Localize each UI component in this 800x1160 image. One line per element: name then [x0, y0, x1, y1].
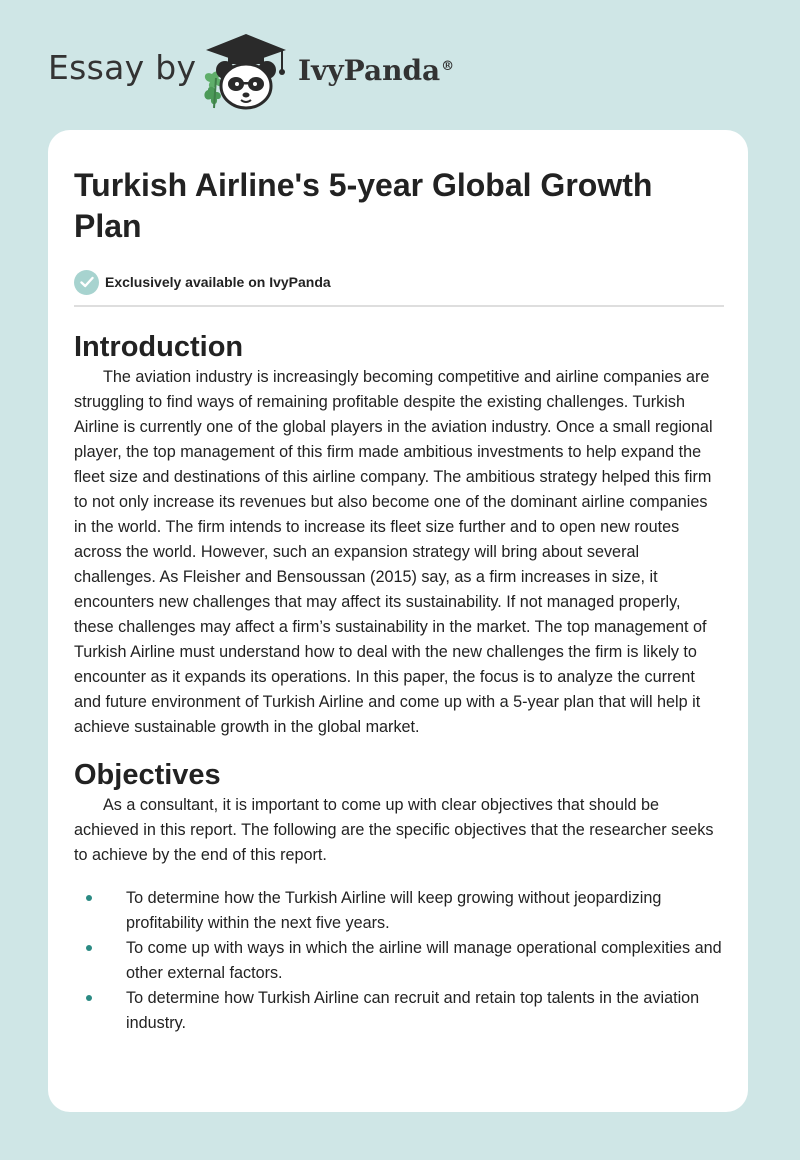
introduction-heading: Introduction — [74, 331, 244, 363]
objectives-heading: Objectives — [74, 759, 221, 791]
exclusive-label: Exclusively available on IvyPanda — [105, 274, 331, 290]
exclusive-badge — [74, 269, 724, 295]
bullet-icon — [86, 945, 92, 951]
list-item-text: To determine how Turkish Airline can recruit and retain top talents in the aviation industry. — [126, 989, 700, 1032]
brand-name[interactable] — [298, 54, 454, 87]
objectives-paragraph: As a consultant, it is important to come up with clear objectives that should be achieved in this report. The following are the specific objectives that the researcher seeks to achieve by the end of this report. — [74, 796, 714, 864]
site-header — [0, 0, 800, 125]
bullet-icon — [86, 895, 92, 901]
page-title: Turkish Airline's 5-year Global Growth Plan — [74, 167, 653, 244]
list-item — [74, 936, 724, 986]
list-item — [74, 986, 724, 1036]
essay-by-label: Essay by — [48, 48, 197, 87]
list-item — [74, 886, 724, 936]
brand-name-text: IvyPanda — [298, 54, 441, 87]
objectives-list — [74, 886, 724, 1036]
list-item-text: To come up with ways in which the airline will manage operational complexities and other external factors. — [126, 939, 722, 982]
essay-card — [48, 130, 748, 1112]
essay-content — [74, 130, 724, 1036]
panda-logo-icon[interactable] — [198, 30, 294, 112]
registered-mark: ® — [441, 58, 455, 74]
divider — [74, 305, 724, 307]
list-item-text: To determine how the Turkish Airline will keep growing without jeopardizing profitability within the next five years. — [126, 889, 662, 932]
introduction-paragraph: The aviation industry is increasingly becoming competitive and airline companies are struggling to find ways of remaining profitable despite the existing challenges. Turkish Airline is currently one of the global players in the aviation industry. Once a small regional player, the top management of this firm made ambitious investments to help expand the fleet size and destinations of this airline company. The ambitious strategy helped this firm to not only increase its revenues but also become one of the dominant airline companies in the world. The firm intends to increase its fleet size further and to open new routes across the world. However, such an expansion strategy will bring about several challenges. As Fleisher and Bensoussan (2015) say, as a firm increases in size, it encounters new challenges that may affect its sustainability. If not managed properly, these challenges may affect a firm’s sustainability in the market. The top management of Turkish Airline must understand how to deal with the new challenges the firm is likely to encounter as it expands its operations. In this paper, the focus is to analyze the current and future environment of Turkish Airline and come up with a 5-year plan that will help it achieve sustainable growth in the global market. — [74, 368, 713, 736]
check-icon — [74, 270, 99, 295]
bullet-icon — [86, 995, 92, 1001]
